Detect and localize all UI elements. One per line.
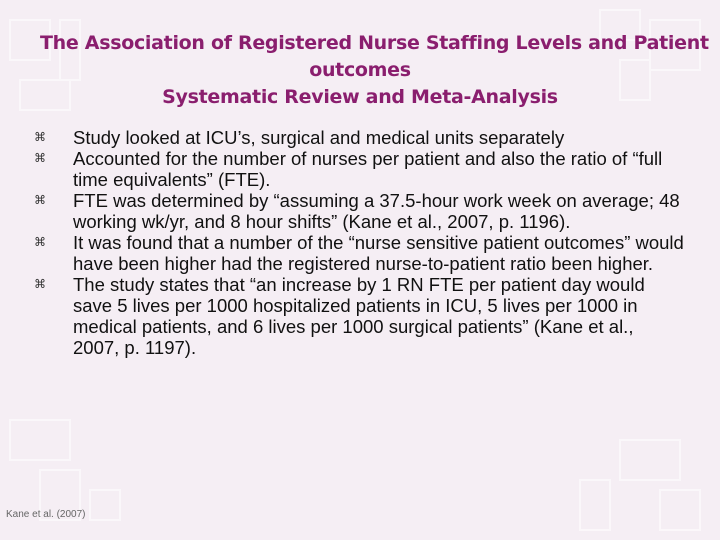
- bullet-text: It was found that a number of the “nurse sensitive patient outcomes” would have been higher had the registered nurse-to-patient ratio been higher.: [73, 232, 684, 274]
- slide-title: [40, 30, 709, 111]
- bullet-text: Accounted for the number of nurses per patient and also the ratio of “full time equivalents” (FTE).: [73, 148, 663, 190]
- title-line-2: outcomes: [309, 59, 411, 81]
- title-line-1: The Association of Registered Nurse Staffing Levels and Patient: [40, 32, 709, 54]
- command-key-icon: ⌘: [34, 277, 46, 291]
- bullet-text: The study states that “an increase by 1 RN FTE per patient day would save 5 lives per 1000 hospitalized patients in ICU, 5 lives per 1000 in medical patients, and 6 lives per 1000 surgical patients” (Kane et al., 2007, p. 1197).: [73, 274, 645, 358]
- command-key-icon: ⌘: [34, 130, 46, 144]
- bullet-list: [34, 127, 684, 358]
- command-key-icon: ⌘: [34, 235, 46, 249]
- command-key-icon: ⌘: [34, 151, 46, 165]
- bullet-text: FTE was determined by “assuming a 37.5-hour work week on average; 48 working wk/yr, and 8 hour shifts” (Kane et al., 2007, p. 1196).: [73, 190, 680, 232]
- bullet-item: [34, 232, 684, 274]
- command-key-icon: ⌘: [34, 193, 46, 207]
- bullet-item: [34, 148, 684, 190]
- title-line-3: Systematic Review and Meta-Analysis: [162, 86, 558, 108]
- bullet-item: [34, 190, 684, 232]
- bullet-text: Study looked at ICU’s, surgical and medical units separately: [73, 127, 565, 148]
- citation: Kane et al. (2007): [6, 509, 86, 520]
- bullet-item: [34, 274, 684, 358]
- bullet-item: [34, 127, 684, 148]
